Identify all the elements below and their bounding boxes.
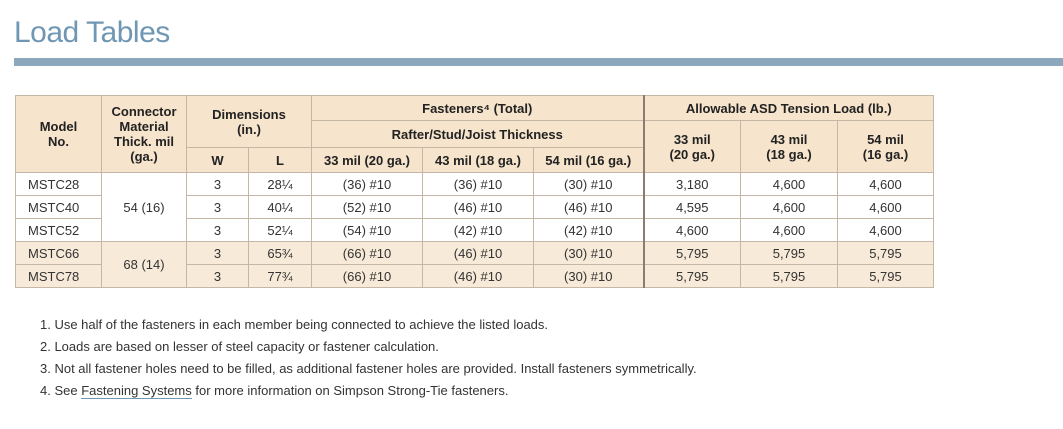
- cell-fastener-54: (30) #10: [534, 265, 644, 288]
- footnote-3: 3. Not all fastener holes need to be filled, as additional fastener holes are provided. Install fasteners symmetrically.: [40, 361, 697, 376]
- cell-load-33: 5,795: [644, 265, 741, 288]
- cell-fastener-54: (30) #10: [534, 173, 644, 196]
- cell-model: MSTC78: [16, 265, 102, 288]
- footnote-1: 1. Use half of the fasteners in each member being connected to achieve the listed loads.: [40, 317, 549, 332]
- table-row: [16, 242, 934, 265]
- header-allowable-load: Allowable ASD Tension Load (lb.): [644, 96, 934, 121]
- cell-w: 3: [187, 219, 249, 242]
- cell-fastener-54: (42) #10: [534, 219, 644, 242]
- cell-fastener-33: (52) #10: [312, 196, 423, 219]
- table-row: [16, 173, 934, 196]
- cell-fastener-43: (46) #10: [423, 265, 534, 288]
- cell-load-54: 4,600: [838, 196, 934, 219]
- cell-w: 3: [187, 173, 249, 196]
- title-divider: [14, 58, 1063, 66]
- cell-fastener-43: (46) #10: [423, 242, 534, 265]
- cell-l: 28¼: [249, 173, 312, 196]
- cell-load-43: 4,600: [741, 196, 838, 219]
- header-fastener-43mil: 43 mil (18 ga.): [423, 148, 534, 173]
- cell-load-43: 5,795: [741, 265, 838, 288]
- header-connector-thickness: Connector Material Thick. mil (ga.): [102, 96, 187, 173]
- cell-fastener-33: (66) #10: [312, 265, 423, 288]
- cell-l: 52¼: [249, 219, 312, 242]
- fastening-systems-link[interactable]: Fastening Systems: [81, 383, 192, 398]
- cell-l: 65¾: [249, 242, 312, 265]
- header-load-33mil: 33 mil (20 ga.): [644, 121, 741, 173]
- cell-w: 3: [187, 242, 249, 265]
- footnote-2: 2. Loads are based on lesser of steel capacity or fastener calculation.: [40, 339, 439, 354]
- footnotes-list: [40, 316, 697, 404]
- footnote-4-prefix: 4. See: [40, 383, 82, 398]
- load-table: [15, 95, 934, 288]
- cell-load-43: 5,795: [741, 242, 838, 265]
- header-l: L: [249, 148, 312, 173]
- cell-fastener-54: (46) #10: [534, 196, 644, 219]
- cell-fastener-43: (42) #10: [423, 219, 534, 242]
- header-fastener-54mil: 54 mil (16 ga.): [534, 148, 644, 173]
- header-w: W: [187, 148, 249, 173]
- cell-load-33: 3,180: [644, 173, 741, 196]
- header-dimensions: Dimensions (in.): [187, 96, 312, 148]
- cell-load-33: 4,600: [644, 219, 741, 242]
- cell-model: MSTC28: [16, 173, 102, 196]
- cell-load-54: 5,795: [838, 242, 934, 265]
- header-load-43mil: 43 mil (18 ga.): [741, 121, 838, 173]
- cell-thickness-group: 68 (14): [102, 242, 187, 288]
- cell-fastener-43: (46) #10: [423, 196, 534, 219]
- cell-load-54: 4,600: [838, 173, 934, 196]
- cell-fastener-33: (54) #10: [312, 219, 423, 242]
- cell-load-54: 5,795: [838, 265, 934, 288]
- cell-load-43: 4,600: [741, 219, 838, 242]
- header-rafter-thickness: Rafter/Stud/Joist Thickness: [312, 121, 644, 148]
- header-model: Model No.: [16, 96, 102, 173]
- cell-load-43: 4,600: [741, 173, 838, 196]
- header-fastener-33mil: 33 mil (20 ga.): [312, 148, 423, 173]
- cell-model: MSTC40: [16, 196, 102, 219]
- cell-w: 3: [187, 196, 249, 219]
- cell-fastener-43: (36) #10: [423, 173, 534, 196]
- header-fasteners: Fasteners⁴ (Total): [312, 96, 644, 121]
- cell-load-33: 4,595: [644, 196, 741, 219]
- cell-l: 77¾: [249, 265, 312, 288]
- cell-l: 40¼: [249, 196, 312, 219]
- cell-model: MSTC66: [16, 242, 102, 265]
- footnote-4: [40, 382, 697, 404]
- cell-thickness-group: 54 (16): [102, 173, 187, 242]
- cell-load-54: 4,600: [838, 219, 934, 242]
- page-title: Load Tables: [14, 16, 170, 49]
- cell-load-33: 5,795: [644, 242, 741, 265]
- header-load-54mil: 54 mil (16 ga.): [838, 121, 934, 173]
- footnote-4-suffix: for more information on Simpson Strong-Tie fasteners.: [191, 383, 509, 398]
- cell-w: 3: [187, 265, 249, 288]
- cell-fastener-33: (66) #10: [312, 242, 423, 265]
- cell-fastener-33: (36) #10: [312, 173, 423, 196]
- cell-fastener-54: (30) #10: [534, 242, 644, 265]
- cell-model: MSTC52: [16, 219, 102, 242]
